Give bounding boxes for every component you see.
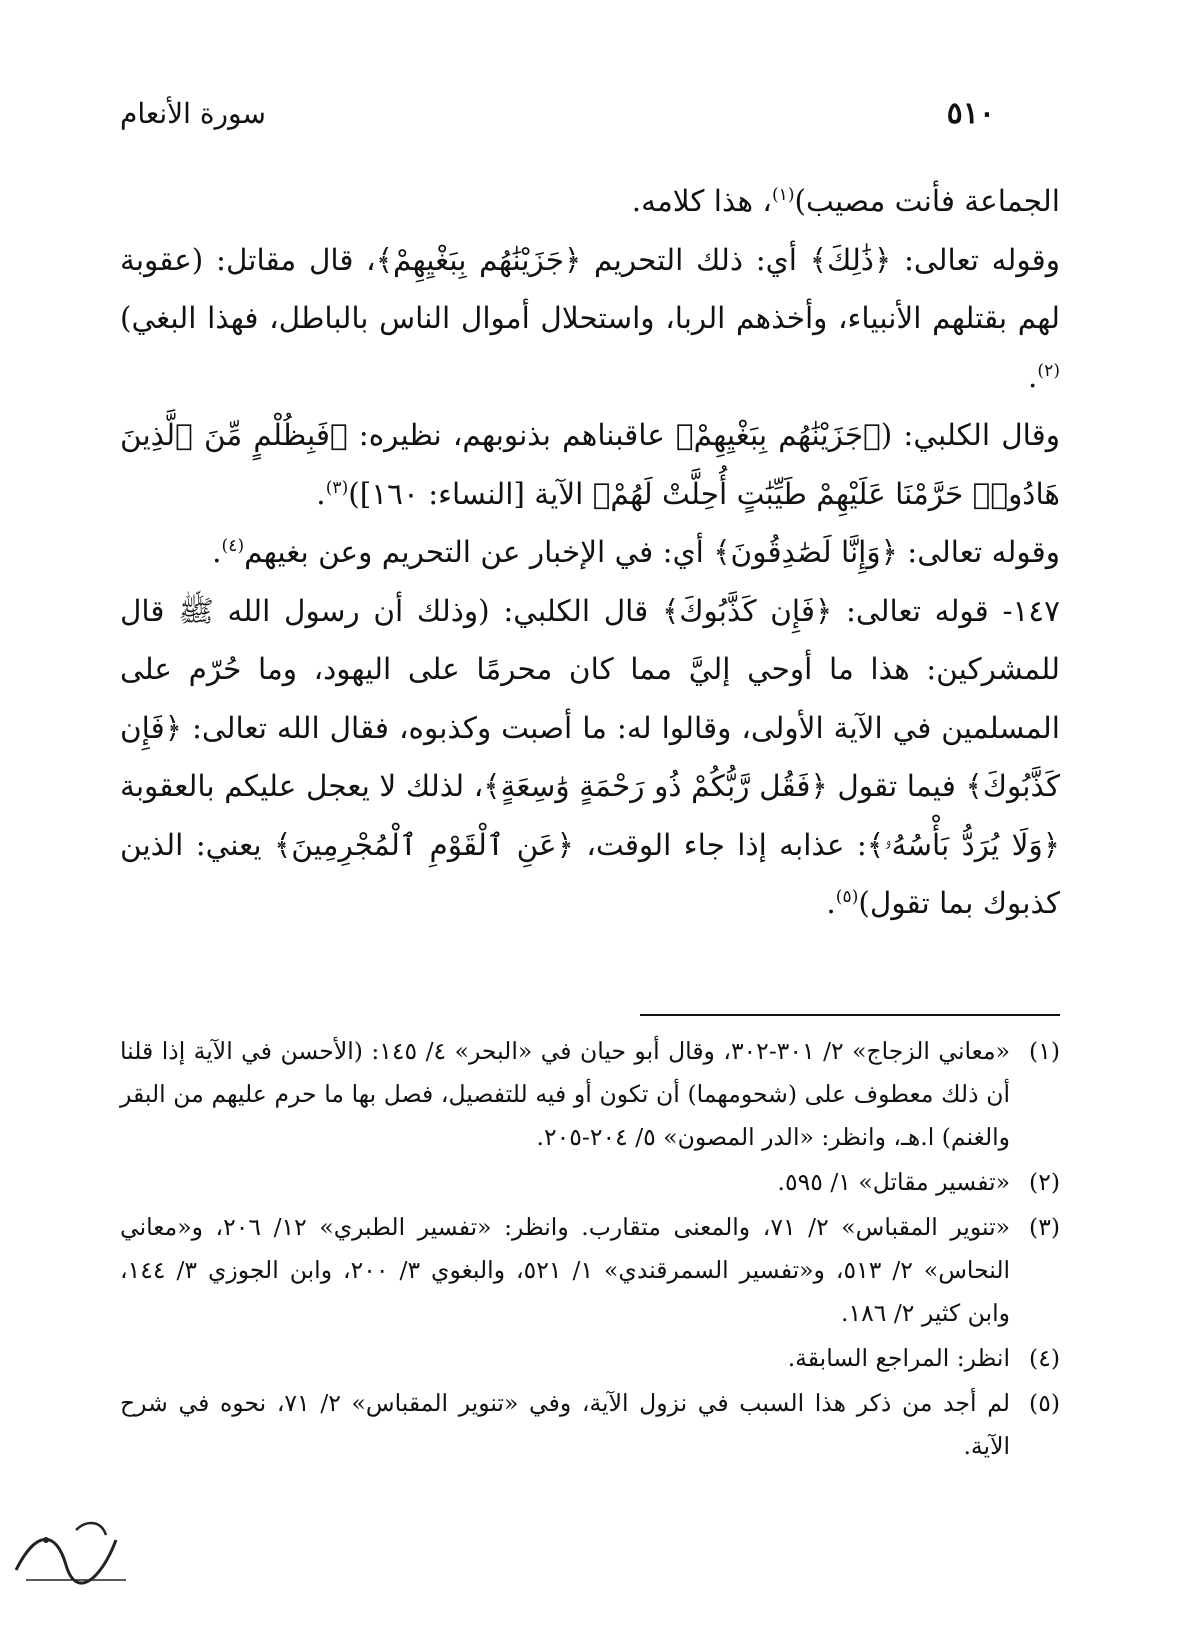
paragraph-text: ١٤٧- قوله تعالى: ﴿فَإِن كَذَّبُوكَ﴾ قال الكلبي: (وذلك أن رسول الله ﷺ قال للمشركين: هذا ما أوحي إليَّ مما كان محرمًا على اليهود، وما حُرّم على المسلمين في الآية الأولى، وقالوا له: ما أصبت وكذبوه، فقال الله تعالى: ﴿فَإِن كَذَّبُوكَ﴾ فيما تقول ﴿فَقُل رَّبُّكُمْ ذُو رَحْمَةٍ وَٰسِعَةٍ﴾، لذلك لا يعجل عليكم بالعقوبة ﴿وَلَا يُرَدُّ بَأْسُهُۥ﴾: عذابه إذا جاء الوقت، ﴿عَنِ ٱلْقَوْمِ ٱلْمُجْرِمِينَ﴾ يعني: الذين كذبوك بما تقول) [120, 593, 1060, 920]
footnote [120, 1206, 1060, 1335]
main-text [120, 172, 1060, 933]
paragraph-text: وقوله تعالى: ﴿وَإِنَّا لَصَٰدِقُونَ﴾ أي: في الإخبار عن التحريم وعن بغيهم [244, 535, 1060, 569]
footnote-number: (١) [1029, 1037, 1060, 1065]
footnote-ref[interactable]: (٣) [325, 477, 349, 498]
footnote-ref[interactable]: (٢) [1037, 360, 1060, 381]
footnote [120, 1161, 1060, 1204]
footnote-ref[interactable]: (١) [771, 185, 795, 206]
paragraph-tail: ، هذا كلامه. [631, 184, 772, 218]
footnote [120, 1337, 1060, 1380]
footnote [120, 1030, 1060, 1159]
footnote-text: «تفسير مقاتل» ١/ ٥٩٥. [777, 1168, 1010, 1196]
page-header [120, 88, 995, 138]
page-number: ٥١٠ [946, 95, 995, 131]
footnotes [120, 1030, 1060, 1470]
footnote [120, 1382, 1060, 1468]
footnote-text: «تنوير المقباس» ٢/ ٧١، والمعنى متقارب. وانظر: «تفسير الطبري» ١٢/ ٢٠٦، و«معاني النحاس» ٢/ ٥١٣، و«تفسير السمرقندي» ١/ ٥٢١، والبغوي ٣/ ٢٠٠، وابن الجوزي ٣/ ١٤٤، وابن كثير ٢/ ١٨٦. [120, 1213, 1011, 1327]
footnote-ref[interactable]: (٤) [221, 536, 245, 557]
watermark-logo [6, 1510, 146, 1590]
footnote-text: لم أجد من ذكر هذا السبب في نزول الآية، وفي «تنوير المقباس» ٢/ ٧١، نحوه في شرح الآية. [120, 1389, 1010, 1460]
footnote-divider [640, 1014, 1060, 1016]
paragraph [120, 582, 1060, 933]
footnote-number: (٤) [1029, 1344, 1060, 1372]
footnote-ref[interactable]: (٥) [835, 887, 859, 908]
paragraph [120, 172, 1060, 231]
paragraph-text: وقال الكلبي: (﴿جَزَيْنَٰهُم بِبَغْيِهِمْ﴾ عاقبناهم بذنوبهم، نظيره: ﴿فَبِظُلْمٍ مِّنَ ٱلَّذِينَ هَادُوا۟ حَرَّمْنَا عَلَيْهِمْ طَيِّبَٰتٍ أُحِلَّتْ لَهُمْ﴾ الآية [النساء: ١٦٠]) [120, 418, 1060, 511]
footnote-number: (٢) [1029, 1168, 1060, 1196]
footnote-number: (٣) [1029, 1213, 1060, 1241]
paragraph-text: الجماعة فأنت مصيب) [794, 184, 1060, 218]
surah-title: سورة الأنعام [120, 96, 266, 130]
paragraph-tail: . [826, 886, 836, 920]
footnote-text: انظر: المراجع السابقة. [787, 1344, 1010, 1372]
paragraph-tail: . [316, 476, 326, 511]
paragraph [120, 523, 1060, 582]
paragraph [120, 406, 1060, 523]
paragraph-tail: . [212, 535, 222, 569]
footnote-text: «معاني الزجاج» ٢/ ٣٠١-٣٠٢، وقال أبو حيان في «البحر» ٤/ ١٤٥: (الأحسن في الآية إذا قلنا أن ذلك معطوف على (شحومهما) أن تكون أو فيه للتفصيل، فصل بها ما حرم عليهم من البقر والغنم) ا.هـ، وانظر: «الدر المصون» ٥/ ٢٠٤-٢٠٥. [120, 1037, 1010, 1151]
paragraph-text: وقوله تعالى: ﴿ذَٰلِكَ﴾ أي: ذلك التحريم ﴿جَزَيْنَٰهُم بِبَغْيِهِمْ﴾، قال مقاتل: (عقوبة لهم بقتلهم الأنبياء، وأخذهم الربا، واستحلال أموال الناس بالباطل، فهذا البغي) [120, 242, 1060, 335]
paragraph-tail: . [1028, 359, 1038, 394]
footnote-number: (٥) [1029, 1389, 1060, 1417]
paragraph [120, 231, 1060, 407]
